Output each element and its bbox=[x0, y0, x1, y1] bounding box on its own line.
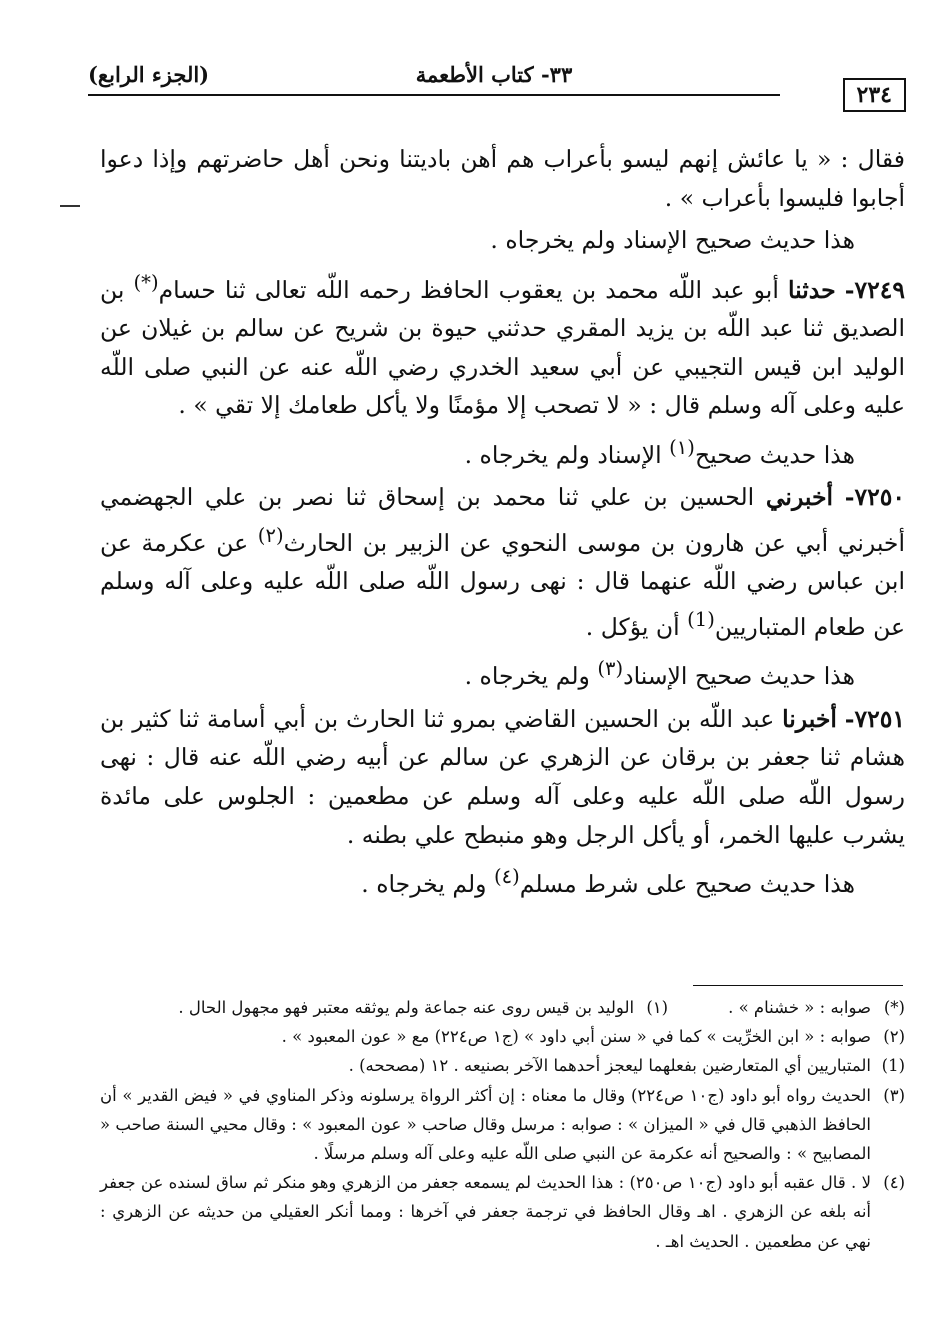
hadith-7250 bbox=[100, 478, 905, 646]
verdict-text: هذا حديث صحيح bbox=[694, 440, 855, 469]
hadith-number: ٧٢٥١- bbox=[844, 704, 905, 733]
footnote-text: صوابه : « خشنام » . bbox=[728, 998, 871, 1017]
footnote-ref: (٣) bbox=[597, 657, 624, 681]
footnote-mark: (١) bbox=[646, 998, 669, 1017]
verdict-text: ولم يخرجاه . bbox=[464, 662, 590, 691]
hadith-text: أبو عبد اللّه محمد بن يعقوب الحافظ رحمه اللّه تعالى ثنا حسام bbox=[158, 275, 779, 304]
hadith-number: ٧٢٤٩- bbox=[844, 275, 905, 304]
header-rule bbox=[88, 94, 780, 96]
hadith-text: عبد اللّه بن الحسين القاضي بمرو ثنا الحارث بن أبي أسامة ثنا كثير بن هشام ثنا جعفر بن برقان عن الزهري عن سالم عن أبيه رضي اللّه عنه قال : نهى رسول اللّه صلى اللّه عليه وعلى آله وسلم عن مطعمين : الجلوس على مائدة يشرب عليها الخمر، أو يأكل الرجل وهو منبطح علي بطنه . bbox=[100, 704, 905, 849]
footnote bbox=[100, 1081, 905, 1169]
intro-paragraph: فقال : « يا عائش إنهم ليسو بأعراب هم أهن باديتنا ونحن أهل حاضرتهم وإذا دعوا أجابوا فليسوا بأعراب » . bbox=[100, 145, 905, 212]
chapter-title: ٣٣- كتاب الأطعمة bbox=[415, 62, 573, 87]
verdict-text: الإسناد ولم يخرجاه . bbox=[464, 440, 662, 469]
volume-label: (الجزء الرابع) bbox=[88, 62, 210, 87]
footnote-ref: (1) bbox=[687, 608, 715, 632]
footnote-text: المتباريين أي المتعارضين بفعلهما ليعجز أحدهما الآخر بصنيعه . ١٢ (مصححه) . bbox=[348, 1056, 871, 1076]
hadith-verdict bbox=[100, 429, 905, 474]
footnote-mark: (٣) bbox=[883, 1085, 905, 1105]
hadith-text: بن الصديق ثنا عبد اللّه بن يزيد المقري حدثني حيوة بن شريح عن سالم بن غيلان عن الوليد ابن قيس التجيبي عن أبي سعيد الخدري رضي اللّه عنه عن النبي صلى اللّه عليه وعلى آله وسلم قال : « لا تصحب إلا مؤمنًا ولا يأكل طعامك إلا تقي » . bbox=[100, 275, 905, 420]
main-text bbox=[100, 140, 905, 908]
hadith-lead: أخبرنا bbox=[782, 704, 837, 733]
footnote-ref: (١) bbox=[669, 435, 695, 459]
hadith-text: الحسين بن علي ثنا محمد بن إسحاق ثنا نصر بن علي الجهضمي أخبرني أبي عن هارون بن موسى النحوي عن الزبير بن الحارث bbox=[100, 483, 905, 557]
footnote-mark: (٢) bbox=[883, 1027, 905, 1047]
verdict-text: ولم يخرجاه . bbox=[361, 870, 487, 899]
footnote bbox=[100, 1022, 905, 1051]
footnote-text: صوابه : « ابن الخرِّيت » كما في « سنن أبي داود » (ج١ ص٢٢٤) مع « عون المعبود » . bbox=[281, 1027, 871, 1047]
footnote-ref: (٤) bbox=[493, 865, 520, 889]
footnote-text: الوليد بن قيس روى عنه جماعة ولم يوثقه معتبر فهو مجهول الحال . bbox=[178, 998, 635, 1017]
footnote-ref: (٢) bbox=[257, 524, 284, 547]
intro-verdict: هذا حديث صحيح الإسناد ولم يخرجاه . bbox=[490, 226, 855, 255]
verdict-text: هذا حديث صحيح الإسناد bbox=[623, 662, 855, 691]
footnote-mark: (٤) bbox=[883, 1173, 905, 1193]
footnote-separator bbox=[693, 985, 903, 986]
footnote bbox=[100, 1168, 905, 1256]
footnote-mark: (*) bbox=[883, 998, 905, 1017]
page-number: ٢٣٤ bbox=[843, 78, 906, 112]
footnote-mark: (1) bbox=[881, 1056, 905, 1076]
hadith-verdict bbox=[100, 650, 905, 695]
footnote bbox=[100, 993, 905, 1022]
hadith-lead: أخبرني bbox=[765, 483, 834, 512]
hadith-lead: حدثنا bbox=[787, 275, 836, 304]
hadith-text: أن يؤكل . bbox=[585, 612, 680, 641]
footnote-text: لا . قال عقبه أبو داود (ج١٠ ص٢٥٠) : هذا الحديث لم يسمعه جعفر من الزهري وهو منكر ثم ساق لسنده عن جعفر أنه بلغه عن الزهري . اهـ وقال الحافظ في ترجمة جعفر في آخرها : ومما أنكر العقيلي من حديثه عن الزهري : نهي عن مطعمين . الحديث اهـ . bbox=[100, 1173, 871, 1251]
footnotes bbox=[100, 993, 905, 1256]
hadith-text: عن عكرمة عن ابن عباس رضي اللّه عنهما قال : نهى رسول اللّه صلى اللّه عليه وعلى آله وسلم عن طعام المتباريين bbox=[100, 528, 905, 641]
verdict-text: هذا حديث صحيح على شرط مسلم bbox=[519, 870, 855, 899]
hadith-number: ٧٢٥٠- bbox=[844, 483, 905, 512]
margin-mark bbox=[60, 205, 80, 207]
hadith-7249 bbox=[100, 264, 905, 425]
hadith-verdict bbox=[100, 858, 905, 903]
footnote bbox=[100, 1051, 905, 1080]
footnote-ref: (*) bbox=[133, 270, 159, 294]
page-header bbox=[88, 58, 900, 108]
hadith-7251 bbox=[100, 700, 905, 854]
footnote-text: الحديث رواه أبو داود (ج١٠ ص٢٢٤) وقال ما معناه : إن أكثر الرواة يرسلونه وذكر المناوي في « فيض القدير » أن الحافظ الذهبي قال في « الميزان » : صوابه : مرسل وقال صاحب « عون المعبود » : وقال محيي السنة صاحب « المصابيح » : والصحيح أنه عكرمة عن النبي صلى اللّه عليه وعلى آله وسلم مرسلًا . bbox=[100, 1085, 871, 1164]
